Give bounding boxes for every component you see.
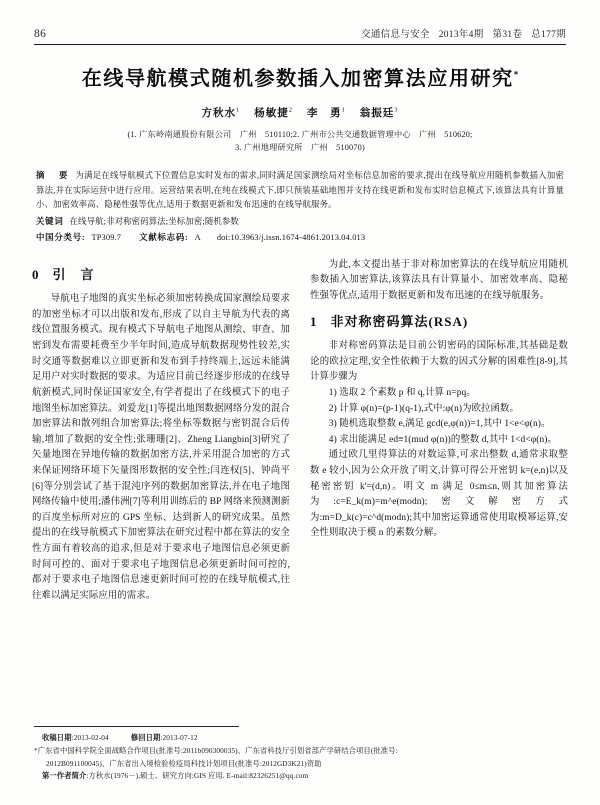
title-footnote-marker: * (513, 69, 519, 80)
doc-type-value: A (194, 233, 201, 243)
column-right (310, 258, 568, 605)
doi-value: 10.3963/j.issn.1674-4861.2013.04.013 (230, 233, 366, 243)
journal-name: 交通信息与安全 (361, 30, 430, 40)
keywords-line (36, 215, 564, 229)
rsa-step: 3) 随机选取整数 e,满足 gcd(e,φ(n))=1,其中 1<e<φ(n)。 (328, 419, 551, 430)
author-entry (202, 108, 241, 119)
author-name: 李 勇 (307, 108, 342, 119)
author-entry (360, 108, 399, 119)
clc-label: 中国分类号: (36, 233, 86, 243)
section-number: 0 (32, 266, 40, 282)
author-name: 杨敏捷 (254, 108, 289, 119)
clc-value: TP309.7 (91, 233, 122, 243)
keywords-text: 在线导航;非对称密码算法;坐标加密;随机参数 (69, 216, 239, 226)
author-entry (307, 108, 346, 119)
rsa-intro-paragraph: 非对称密码算法是目前公钥密码的国际标准,其基础是数论的欧拉定理,安全性依赖于大数的因式分解的困难性[8-9],其计算步骤为 (310, 341, 568, 383)
journal-serial: 总177期 (531, 30, 566, 40)
body-columns (32, 258, 568, 605)
revised-label: 修回日期 (130, 733, 161, 742)
author-entry (254, 108, 293, 119)
funding-line-2: 2012B091100045)、广东省出入境检验检疫局科技计划项目(批准号:2012GD3K21)资助 (46, 758, 322, 768)
abstract-text: 为满足在线导航模式下位置信息实时发布的需求,同时满足国家测绘局对坐标信息加密的要求,提出在线导航应用随机参数插入加密算法,并在实际运营中进行应用。运营结果表明,在纯在线模式下,即只预装基础地图并支持在线更新和发布实时信息模式下,该算法具有计算量小、加密效率高、隐秘性强等优点,适用于数据更新和发布迅速的在线导航服务。 (36, 171, 565, 210)
section-heading-intro (32, 264, 290, 286)
section-heading-rsa (310, 311, 568, 333)
rsa-tail-paragraph: 通过欧几里得算法的对数运算,可求出整数 d,通常求取整数 e 较小,因为公众开放了明文,计算可得公开密钥 k=(e,n)以及秘密密钥 k'=(d,n)。明文 m 满足 0≤m≤n,则其加密算法为:c=E_k(m)=m^e(modn);密文解密方式为:m=D_k(c)=c^d(modn);其中加密运算通常使用取模幂运算,安全性则取决于模 n 的素数分解。 (310, 450, 568, 539)
section-title: 非对称密码算法(RSA) (330, 313, 469, 329)
doc-type-label: 文献标志码: (139, 233, 189, 243)
journal-info (361, 26, 566, 40)
footnote-dates: 收稿日期:2013-02-04 修回日期:2013-07-12 (42, 733, 198, 742)
doi-label: doi (216, 233, 228, 243)
footnote-block (34, 732, 568, 783)
footnote-author-bio: 第一作者简介:方秋水(1976－),硕士、研究方向:GIS 应用. E-mail:82326251@qq.com (42, 771, 309, 781)
abstract-block (36, 169, 564, 245)
footnote-funding-cont (34, 758, 568, 770)
classification-line: 中国分类号: TP309.7 文献标志码: A doi:10.3963/j.issn.1674-4861.2013.04.013 (36, 233, 366, 243)
page-title (40, 67, 560, 92)
column-left (32, 258, 290, 605)
rsa-step: 4) 求出能满足 ed≡1(mud φ(n))的整数 d,其中 1<d<φ(n)。 (328, 434, 557, 445)
section-number: 1 (310, 313, 318, 329)
funding-line-1: 广东省中国科学院全面战略合作项目(批准号:2011b090300035)、广东省科技厅引划省部产学研结合项目(批准号: (37, 745, 398, 755)
rsa-lead-paragraph: 为此,本文提出基于非对称加密算法的在线导航应用随机参数插入加密算法,该算法具有计算量小、加密效率高、隐秘性强等优点,适用于数据更新和发布迅速的在线导航服务。 (310, 259, 568, 301)
rsa-step: 1) 选取 2 个素数 p 和 q,计算 n=pq。 (328, 387, 476, 398)
author-name: 方秋水 (201, 108, 236, 119)
page-number: 86 (34, 28, 47, 40)
author-affil-marker: 2 (288, 106, 293, 114)
revised-date: 2013-07-12 (162, 733, 198, 742)
intro-paragraph: 导航电子地图的真实坐标必须加密转换成国家测绘局要求的加密坐标才可以出版和发布,形成了以自主导航为代表的离线位置服务模式。现有模式下导航电子地图从测绘、审查、加密到发布需要耗费至少半年时间,造成导航数据现势性较差,实时交通等数据难以立即更新和发布到手持终端上,远远未能满足用户对实时数据的要求。为适应目前已经逐步形成的在线导航新模式,同时保证国家安全,有学者提出了在线模式下的电子地图坐标加密算法。刘爱龙[1]等提出地图数据网络分发的混合加密算法和散列组合加密算法;将坐标等数据与密钥混合后传输,增加了数据的安全性;张珊珊[2]、Zheng Liangbin[3]研究了矢量地图在异地传输的数据加密方法,并采用混合加密的方式来保证网络环境下矢量图形数据的安全性;闫连权[5]、钟尚平[6]等分别尝试了基于混沌序列的数据加密算法,并在电子地图网络传输中使用;潘伟洲[7]等利用训练后的 BP 网络来预测测新的百度坐标所对应的 GPS 坐标、达到新人的研究成果。虽然提出的在线导航模式下加密算法在研究过程中都在算法的安全性方面有着较高的追求,但是对于要求电子地图信息必须更新时间可控的、面对于要求电子地图信息必须更新时间可控的,都对于要求电子地图信息速更新时间可控的在线导航模式,往往难以满足实际应用的需求。 (32, 294, 290, 601)
running-head (0, 0, 600, 42)
title-text: 在线导航模式随机参数插入加密算法应用研究 (81, 68, 514, 90)
keywords-label: 关键词 (36, 216, 64, 226)
author-bio-text: 方秋水(1976－),硕士、研究方向:GIS 应用. E-mail:82326251@qq.com (88, 771, 309, 781)
title-block (0, 45, 600, 154)
journal-issue: 2013年4期 (438, 30, 484, 40)
footnote-funding (34, 745, 568, 757)
section-title: 引 言 (52, 266, 95, 282)
funding-marker: * (34, 745, 38, 755)
affiliation-line: 3. 广州地理研究所 广州 510070) (235, 142, 365, 152)
received-label: 收稿日期 (42, 733, 72, 742)
author-affil-marker: 3 (394, 106, 399, 114)
author-affil-marker: 1 (341, 106, 346, 114)
journal-volume: 第31卷 (492, 30, 523, 40)
author-bio-label: 第一作者简介 (42, 771, 87, 781)
clc-label-text: 中国分类号 (36, 233, 82, 243)
author-list (40, 105, 560, 120)
affiliation-block (40, 129, 560, 154)
received-date: 2013-02-04 (73, 733, 109, 742)
rsa-step: 2) 计算 φ(n)=(p-1)(q-1),式中:φ(n)为欧拉函数。 (328, 403, 519, 414)
affiliation-line: (1. 广东岭南通股份有限公司 广州 510110;2. 广州市公共交通数据管理中心 广州 510620; (127, 130, 473, 139)
abstract-paragraph (36, 169, 564, 212)
footnote-rule (34, 726, 239, 727)
abstract-label: 摘 要 (36, 171, 71, 181)
doc-type-label-text: 文献标志码 (139, 233, 186, 243)
author-affil-marker: 1 (236, 106, 241, 114)
author-name: 翁振廷 (359, 108, 395, 119)
